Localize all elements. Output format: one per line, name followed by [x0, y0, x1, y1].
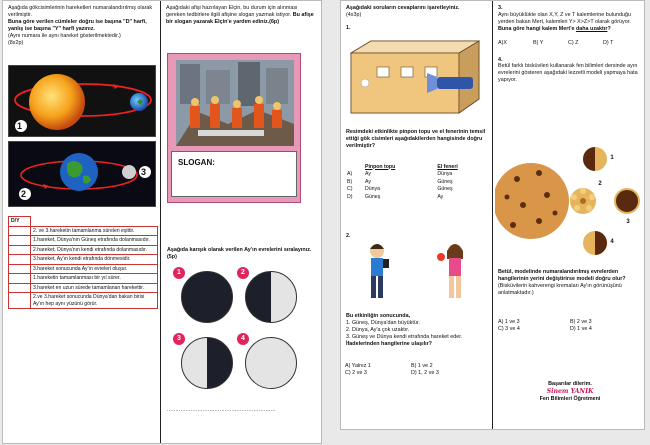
option-c[interactable]: C) 3 ve 4 [498, 325, 520, 332]
answer-cell[interactable] [9, 245, 31, 255]
option-a[interactable]: A) Yalnız 1 [345, 363, 371, 369]
option-b[interactable]: B) 2 ve 3 [570, 319, 592, 325]
answer-cell[interactable] [9, 274, 31, 284]
option-row[interactable]: D) Güneş Ay [347, 194, 444, 201]
option-row[interactable]: C) Dünya Güneş [347, 186, 453, 193]
worksheet-page-right [340, 0, 645, 430]
table-row [9, 255, 158, 265]
figure-number-1: 1 [17, 121, 23, 131]
option-header-flashlight: El feneri [437, 163, 458, 170]
moon-phase-first-quarter [245, 271, 297, 323]
question-1-options [345, 163, 487, 201]
question-1-text: Resimdeki etkinlikte pinpon topu ve el fenerinin temsil ettiği gök cisimleri aşağıdakilerden hangisinde doğru verilmiştir? [346, 129, 486, 149]
table-row [9, 293, 158, 309]
orbit-figure-sun-earth [8, 65, 156, 137]
true-false-table [8, 216, 158, 309]
figure-number-3: 3 [141, 167, 147, 177]
closing-text: Başarılar dilerim. [548, 381, 592, 387]
statement-text: 2.hareket, Dünya'nın kendi etrafında dolanmasıdır. [31, 245, 158, 255]
ping-pong-ball-icon [361, 79, 369, 87]
answer-cell[interactable] [9, 255, 31, 265]
statement-text: 2.ve 3.hareket sonucunda Dünya'dan bakan birisi Ay'ın hep aynı yüzünü görür. [31, 293, 158, 309]
earth-moon-illustration [9, 142, 156, 207]
questions-points: (4x3p) [346, 11, 362, 18]
question-3-options [498, 40, 641, 47]
statement-text: 3.hareket en uzun sürede tamamlanan harekettir. [31, 283, 158, 293]
option-d[interactable]: D) T [603, 39, 614, 46]
question-4-options [498, 319, 642, 333]
note-text: (Aynı numara ile aynı hareket gösterilmektedir.) [8, 32, 121, 39]
question-4-text: Betül farklı bisküvileri kullanarak fen bilimleri dersinde ayın evrelerini gösteren aşağıdaki lezzetli modeli yapmaya hata yapıyor. [498, 63, 638, 84]
cookie-number-2: 2 [598, 181, 602, 187]
answer-cell[interactable] [9, 264, 31, 274]
option-a[interactable]: A)X [498, 39, 507, 46]
option-row[interactable]: A) Ay Dünya [347, 171, 453, 178]
paddle-icon [437, 253, 445, 261]
question-2-body: Bu etkinliğin sonucunda, 1. Güneş, Dünya'dan büyüktür. 2. Dünya, Ay'a çok uzaktır. 3. Güneş ve Dünya kendi etrafında hareket eder. İfadelerinden hangilerine ulaşılır? [346, 313, 463, 347]
phone-icon [383, 259, 389, 268]
children-activity-illustration [351, 241, 481, 307]
table-row [9, 226, 158, 236]
statement-text: 2. ve 3.hareketin tamamlanma süreleri eşittir. [31, 226, 158, 236]
question-3-number: 3. [498, 5, 503, 11]
teacher-signature-block [498, 381, 642, 403]
worksheet-page-left [2, 0, 322, 444]
sun-earth-illustration [9, 66, 156, 137]
intro-text: Aşağıda gökcisimlerinin hareketleri numaralandırılmış olarak verilmiştir. [8, 5, 153, 18]
statement-text: 1.hareket, Dünya'nın Güneş etrafında dolanmasıdır. [31, 236, 158, 246]
statement-text: 1.hareketin tamamlanması bir yıl sürer. [31, 274, 158, 284]
table-row [9, 283, 158, 293]
question-3-question: Buna göre hangi kalem Mert'e daha uzaktır? [498, 25, 611, 32]
table-row [9, 274, 158, 284]
flashlight-icon [437, 77, 473, 89]
slogan-label: SLOGAN: [178, 158, 215, 167]
moon-phases-instruction: Aşağıda karışık olarak verilen Ay'ın evrelerini sıralayınız.(5p) [167, 247, 312, 260]
option-header-ball: Pinpon topu [365, 163, 396, 170]
question-4-body: Betül, modelinde numaralandırılmış evrelerden hangilerinin yerini değiştirirse modeli doğru olur? (Bisküvilerin kahverengi kremaları Ay'ın görünüşünü anlatmaktadır.) [498, 269, 626, 296]
teacher-role: Fen Bilimleri Öğretmeni [539, 395, 601, 402]
moon-phase-last-quarter [181, 337, 233, 389]
cookie-number-4: 4 [610, 239, 614, 245]
table-row [9, 264, 158, 274]
answer-dotted-line[interactable]: ................................................................ [167, 407, 276, 413]
answer-cell[interactable] [9, 293, 31, 309]
option-c[interactable]: C) 2 ve 3 [345, 369, 367, 376]
answer-cell[interactable] [9, 283, 31, 293]
teacher-name: Sinem YANIK [546, 387, 594, 395]
answer-cell[interactable] [9, 226, 31, 236]
poster-intro: Aşağıdaki afişi hazırlayan Elçin, bu durum için alınması gereken tedbirlere ilgili afişine slogan yazmak istiyor. Bu afişe bir slogan yazarak Elçin'e yardım ediniz.(6p) [166, 5, 314, 25]
cookie-number-1: 1 [610, 155, 614, 161]
statement-text: 3.hareket, Ay'ın kendi etrafında dönmesidir. [31, 255, 158, 265]
cookie-number-3: 3 [626, 219, 630, 225]
orbit-figure-earth-moon [8, 141, 156, 207]
option-d[interactable]: D) 1 ve 4 [570, 325, 592, 332]
points-text: (8x2p) [8, 39, 24, 46]
cookie-moon-model [495, 139, 643, 263]
question-1-number: 1. [346, 24, 351, 31]
question-3-text: Aynı büyüklükte olan X,Y, Z ve T kalemlerine bulunduğu yerden bakan Mert, kalemleri Y> X>Z>T olarak görüyor. [498, 11, 631, 25]
moon-number-3: 3 [173, 333, 185, 345]
table-row [9, 236, 158, 246]
moon-number-4: 4 [237, 333, 249, 345]
moon-phase-new [181, 271, 233, 323]
option-b[interactable]: B) Y [533, 39, 544, 46]
option-d[interactable]: D) 1, 2 ve 3 [411, 369, 439, 376]
question-4-number: 4. [498, 56, 503, 63]
moon-icon [122, 165, 136, 179]
moon-phase-full [245, 337, 297, 389]
option-b[interactable]: B) 1 ve 2 [411, 363, 433, 369]
moon-number-2: 2 [237, 267, 249, 279]
questions-heading: Aşağıdaki soruların cevaplarını işaretleyiniz. [346, 5, 460, 11]
option-row[interactable]: B) Ay Güneş [347, 178, 453, 185]
big-cookie-icon [495, 163, 569, 239]
moon-number-1: 1 [173, 267, 185, 279]
question-2-options [345, 363, 487, 377]
table-row [9, 245, 158, 255]
sun-icon [29, 74, 85, 130]
figure-number-2: 2 [21, 189, 27, 199]
dy-header: D/Y [9, 217, 31, 227]
answer-cell[interactable] [9, 236, 31, 246]
flashlight-room-illustration [347, 39, 483, 115]
option-a[interactable]: A) 1 ve 3 [498, 319, 520, 325]
instruction-text: Buna göre verilen cümleler doğru ise başına "D" harfi, yanlış ise başına "Y" harfi yazınız. [8, 18, 147, 32]
statement-text: 3.hareket sonucunda Ay'ın evreleri oluşur. [31, 264, 158, 274]
option-c[interactable]: C) Z [568, 39, 579, 46]
slogan-answer-box[interactable] [171, 151, 297, 197]
question-2-number: 2. [346, 233, 351, 239]
